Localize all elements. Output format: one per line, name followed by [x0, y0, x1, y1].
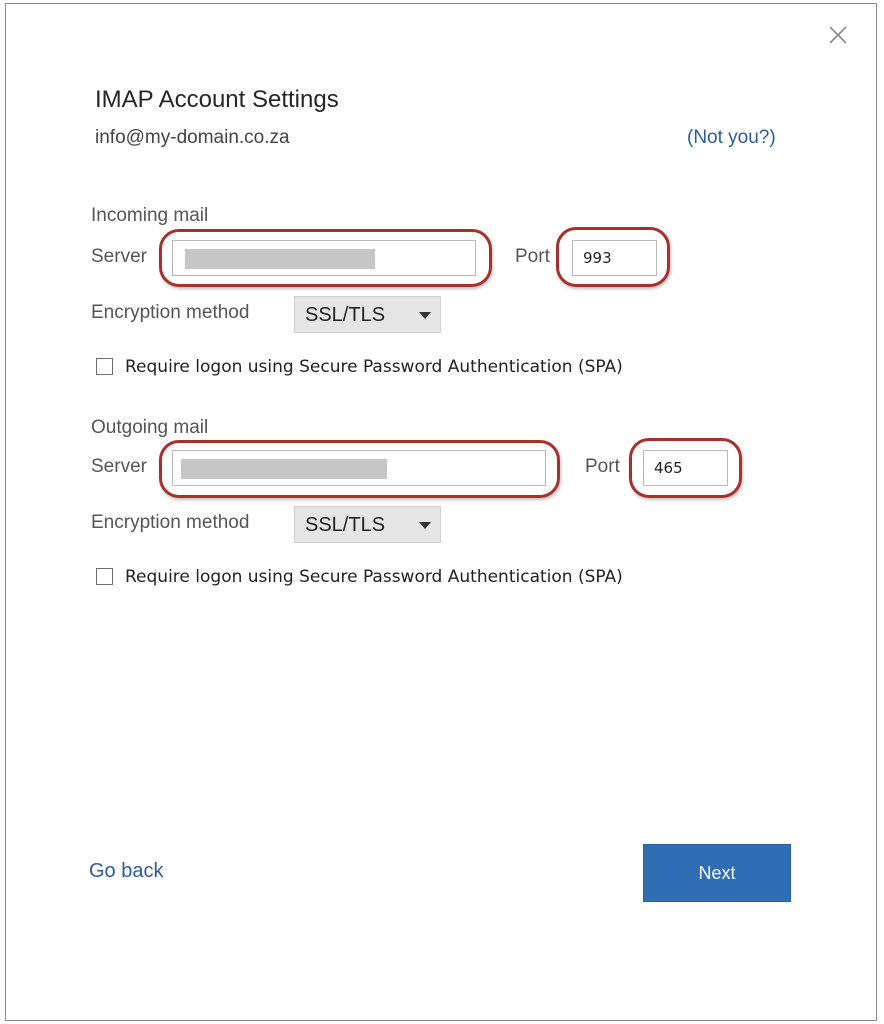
account-email: info@my-domain.co.za: [95, 127, 290, 148]
incoming-spa-checkbox-row[interactable]: [96, 357, 656, 379]
dialog-title: IMAP Account Settings: [95, 86, 339, 113]
outgoing-encryption-label: Encryption method: [91, 512, 250, 533]
incoming-spa-checkbox[interactable]: [96, 358, 113, 375]
outgoing-spa-checkbox[interactable]: [96, 568, 113, 585]
dropdown-arrow-icon: [419, 522, 431, 529]
close-button[interactable]: [828, 25, 848, 45]
incoming-mail-heading: Incoming mail: [91, 205, 209, 226]
incoming-encryption-value: SSL/TLS: [305, 304, 386, 326]
incoming-port-input[interactable]: 993: [572, 240, 657, 276]
imap-settings-dialog: [5, 3, 877, 1021]
outgoing-spa-label: Require logon using Secure Password Authentication (SPA): [125, 567, 623, 587]
outgoing-spa-checkbox-row[interactable]: [96, 567, 656, 589]
go-back-link[interactable]: Go back: [89, 860, 164, 882]
not-you-link[interactable]: (Not you?): [687, 127, 776, 148]
outgoing-encryption-value: SSL/TLS: [305, 514, 386, 536]
outgoing-encryption-select[interactable]: [294, 506, 441, 543]
dropdown-arrow-icon: [419, 312, 431, 319]
outgoing-server-input[interactable]: [172, 450, 546, 486]
incoming-encryption-select[interactable]: [294, 296, 441, 333]
redacted-value: [181, 459, 387, 479]
outgoing-port-label: Port: [585, 456, 620, 477]
outgoing-mail-heading: Outgoing mail: [91, 417, 209, 438]
incoming-spa-label: Require logon using Secure Password Authentication (SPA): [125, 357, 623, 377]
incoming-server-label: Server: [91, 246, 147, 267]
outgoing-server-label: Server: [91, 456, 147, 477]
next-button[interactable]: Next: [643, 844, 791, 902]
incoming-encryption-label: Encryption method: [91, 302, 250, 323]
incoming-port-label: Port: [515, 246, 550, 267]
incoming-server-input[interactable]: [172, 240, 476, 276]
outgoing-port-input[interactable]: 465: [643, 450, 728, 486]
close-icon: [828, 25, 848, 45]
redacted-value: [185, 249, 375, 269]
